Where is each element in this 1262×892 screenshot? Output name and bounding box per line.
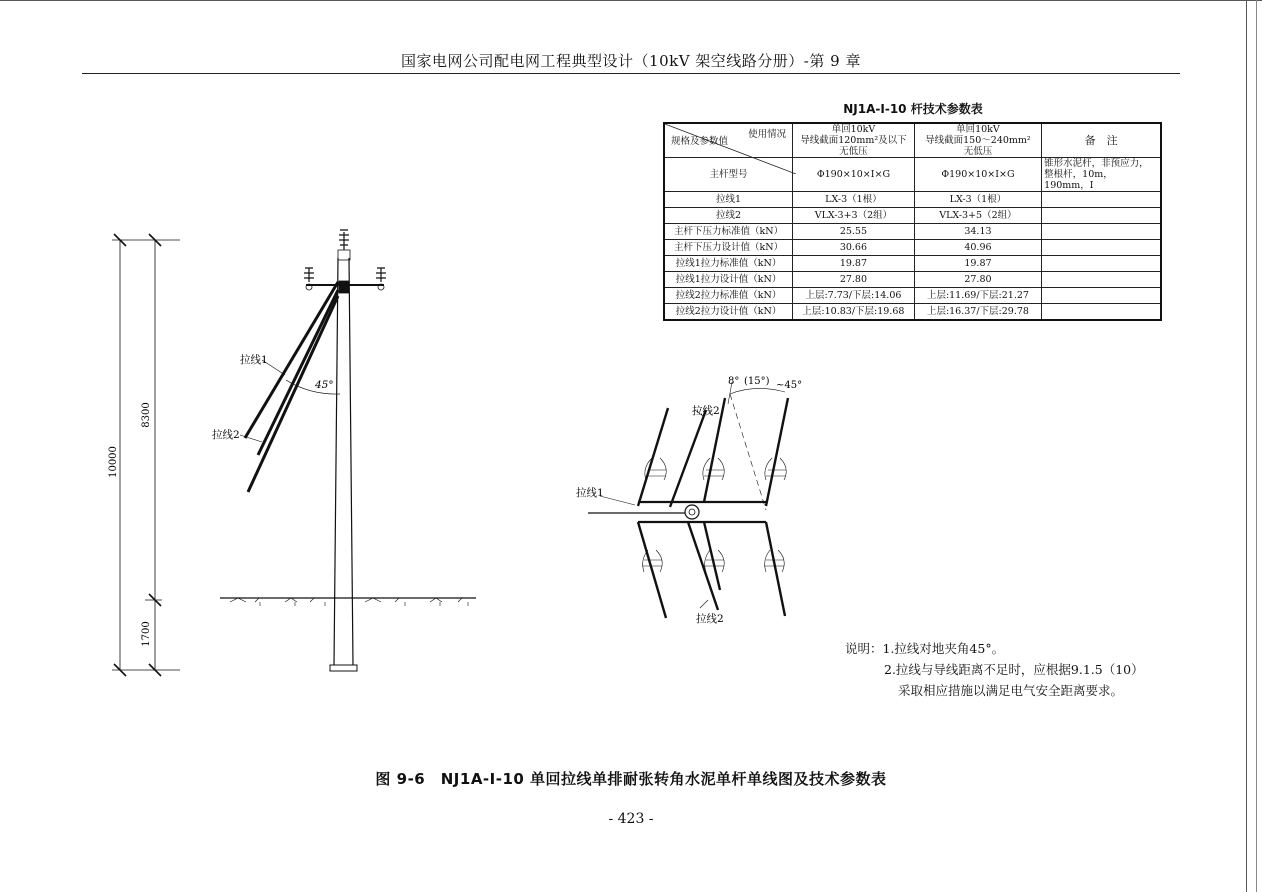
guy-wire-2a [258, 290, 338, 455]
row-label: 主杆下压力标准值（kN） [664, 224, 793, 240]
pole-shaft [334, 258, 338, 665]
conductor-right-bottom [766, 522, 785, 616]
row-label: 拉线2 [664, 208, 793, 224]
note-line-1: 说明：1.拉线对地夹角45°。 [845, 641, 1005, 656]
right-insulator [376, 268, 386, 282]
angle-15-label: (15°) [744, 376, 770, 387]
row-value-2: Φ190×10×I×G [914, 158, 1041, 192]
row-label: 拉线2拉力标准值（kN） [664, 288, 793, 304]
note-line-3: 采取相应措施以满足电气安全距离要求。 [898, 683, 1124, 698]
row-note [1042, 304, 1161, 321]
frame-border-top [0, 0, 1262, 1]
dim-above-label: 8300 [141, 402, 152, 428]
col1-header-line2: 导线截面120mm²及以下 [800, 135, 907, 146]
table-header-row [664, 123, 1161, 158]
row-value-2: LX-3（1根） [914, 192, 1041, 208]
page-number: - 423 - [608, 811, 654, 827]
dim-total-label: 10000 [108, 446, 119, 478]
dim-below-label: 1700 [141, 621, 152, 647]
row-note [1042, 256, 1161, 272]
diagonal-header-cell [664, 123, 793, 158]
row-value-1: 30.66 [793, 240, 915, 256]
row-label: 拉线1拉力标准值（kN） [664, 256, 793, 272]
frame-border-right [1246, 0, 1247, 892]
angle-8-label: 8° [728, 376, 740, 387]
diag-bottom-label: 规格及参数值 [671, 136, 729, 147]
plan-guy-2-top-label: 拉线2 [692, 405, 720, 417]
guy-1-label: 拉线1 [240, 354, 268, 366]
table-row [664, 304, 1161, 321]
row-value-2: 40.96 [914, 240, 1041, 256]
col2-header-line2: 导线截面150～240mm² [925, 135, 1031, 146]
row-value-1: 上层:10.83/下层:19.68 [793, 304, 915, 321]
angle-reference-line [730, 394, 766, 510]
col2-header-line1: 单回10kV [956, 124, 1000, 135]
row-value-1: 25.55 [793, 224, 915, 240]
conductor-left-top [638, 408, 668, 506]
table-row [664, 240, 1161, 256]
table-row [664, 192, 1161, 208]
table-row [664, 288, 1161, 304]
plan-guy-2-bottom-label: 拉线2 [696, 613, 724, 625]
row-value-1: Φ190×10×I×G [793, 158, 915, 192]
conductor-left-bottom [638, 522, 666, 618]
pole-elevation-drawing [100, 210, 490, 685]
row-value-2: VLX-3+5（2组） [914, 208, 1041, 224]
row-label: 拉线1 [664, 192, 793, 208]
header-rule [82, 73, 1180, 74]
table-row [664, 224, 1161, 240]
row-value-2: 19.87 [914, 256, 1041, 272]
row-label: 主杆下压力设计值（kN） [664, 240, 793, 256]
row-value-2: 34.13 [914, 224, 1041, 240]
row-note [1042, 272, 1161, 288]
table-row [664, 272, 1161, 288]
plan-view-drawing [570, 370, 810, 632]
col1-header-line3: 无低压 [839, 146, 868, 157]
plan-guy-wire-2-top [670, 410, 706, 507]
col2-header [914, 123, 1041, 158]
row-value-1: 27.80 [793, 272, 915, 288]
row-value-2: 27.80 [914, 272, 1041, 288]
technical-parameter-table [663, 122, 1162, 321]
plan-guy-1-label: 拉线1 [576, 487, 604, 499]
conductor-right-top [766, 398, 788, 506]
angle-45-label: ~45° [776, 380, 803, 391]
row-value-1: LX-3（1根） [793, 192, 915, 208]
row-note [1042, 240, 1161, 256]
row-note [1042, 192, 1161, 208]
frame-border-right-outer [1256, 0, 1257, 892]
col2-header-line3: 无低压 [963, 146, 993, 157]
pole-section [685, 505, 699, 519]
row-note [1042, 288, 1161, 304]
row-label: 拉线1拉力设计值（kN） [664, 272, 793, 288]
row-label: 主杆型号 [664, 158, 793, 192]
row-note [1042, 224, 1161, 240]
row-value-1: 19.87 [793, 256, 915, 272]
guy-wire-2b [248, 296, 338, 492]
row-label: 拉线2拉力设计值（kN） [664, 304, 793, 321]
angle-label: 45° [315, 379, 334, 391]
left-insulator [304, 268, 314, 282]
figure-caption: 图 9-6 NJ1A-Ⅰ-10 单回拉线单排耐张转角水泥单杆单线图及技术参数表 [375, 770, 887, 788]
note-line-2: 2.拉线与导线距离不足时，应根据9.1.5（10） [884, 662, 1144, 677]
row-value-2: 上层:16.37/下层:29.78 [914, 304, 1041, 321]
row-note: 锥形水泥杆，非预应力，整根杆，10m，190mm，I [1042, 158, 1161, 192]
row-note [1042, 208, 1161, 224]
guy-2-label: 拉线2 [212, 429, 240, 441]
diag-top-label: 使用情况 [748, 129, 787, 140]
table-row [664, 256, 1161, 272]
col1-header [793, 123, 915, 158]
pole-base [330, 665, 357, 671]
row-value-1: VLX-3+3（2组） [793, 208, 915, 224]
table-title: NJ1A-Ⅰ-10 杆技术参数表 [843, 102, 983, 116]
note-header: 备 注 [1042, 123, 1161, 158]
top-insulator [339, 230, 349, 250]
row-value-2: 上层:11.69/下层:21.27 [914, 288, 1041, 304]
page-header: 国家电网公司配电网工程典型设计（10kV 架空线路分册）-第 9 章 [401, 52, 861, 70]
table-row [664, 208, 1161, 224]
row-value-1: 上层:7.73/下层:14.06 [793, 288, 915, 304]
col1-header-line1: 单回10kV [831, 124, 876, 135]
